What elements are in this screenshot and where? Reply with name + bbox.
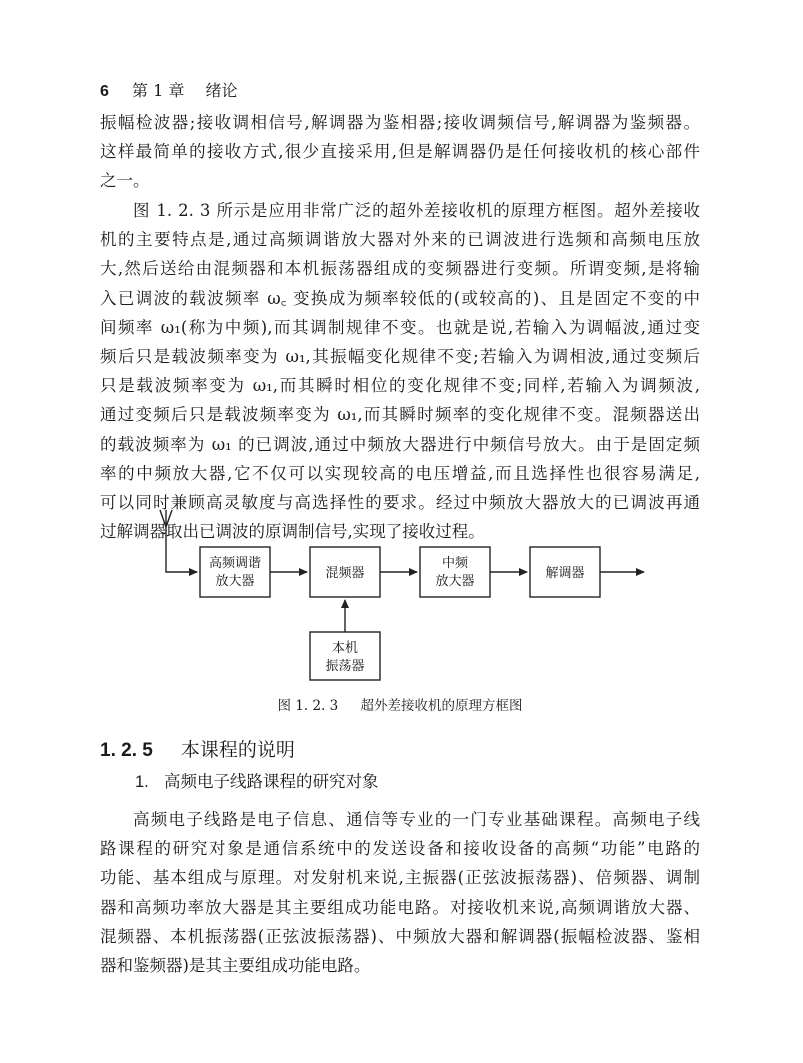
figure-number: 图 1. 2. 3 — [277, 698, 339, 714]
figure-caption — [100, 694, 700, 714]
page-number: 6 — [100, 83, 109, 100]
text-line: 入已调波的载波频率 ω꜀ 变换成为频率较低的(或较高的)、且是固定不变的中 — [100, 288, 700, 308]
text-line: 的载波频率为 ω₁ 的已调波,通过中频放大器进行中频信号放大。由于是固定频 — [100, 434, 700, 454]
text-line: 率的中频放大器,它不仅可以实现较高的电压增益,而且选择性也很容易满足, — [100, 463, 700, 483]
text-line: 混频器、本机振荡器(正弦波振荡器)、中频放大器和解调器(振幅检波器、鉴相 — [100, 926, 700, 946]
text-line: 这样最简单的接收方式,很少直接采用,但是解调器仍是任何接收机的核心部件 — [100, 142, 700, 162]
antenna-icon — [160, 510, 172, 527]
rf-amplifier-label: 放大器 — [215, 574, 255, 589]
chapter-title: 绪论 — [205, 81, 238, 100]
if-amplifier-block — [420, 547, 490, 597]
rf-amplifier-block — [200, 547, 270, 597]
rf-amplifier-label: 高频调谐 — [208, 556, 262, 571]
text-line: 之一。 — [100, 171, 150, 191]
paragraph-course-scope — [100, 805, 700, 980]
running-header — [100, 78, 237, 101]
text-line: 频后只是载波频率变为 ω₁,其振幅变化规律不变;若输入为调相波,通过变频后 — [100, 346, 700, 366]
demodulator-label: 解调器 — [545, 566, 585, 581]
paragraph-superheterodyne — [100, 196, 700, 546]
if-amplifier-label: 中频 — [441, 556, 469, 571]
text-line: 只是载波频率变为 ω₁,而其瞬时相位的变化规律不变;同样,若输入为调频波, — [100, 376, 700, 396]
text-line: 过解调器取出已调波的原调制信号,实现了接收过程。 — [100, 522, 485, 542]
text-line: 器和鉴频器)是其主要组成功能电路。 — [100, 955, 371, 975]
text-line: 图 1. 2. 3 所示是应用非常广泛的超外差接收机的原理方框图。超外差接收 — [133, 201, 700, 220]
local-oscillator-label: 振荡器 — [325, 659, 365, 674]
receiver-block-diagram — [150, 505, 650, 685]
text-line: 机的主要特点是,通过高频调谐放大器对外来的已调波进行选频和高频电压放 — [100, 230, 700, 250]
text-line: 可以同时兼顾高灵敏度与高选择性的要求。经过中频放大器放大的已调波再通 — [100, 492, 700, 512]
paragraph-continuation — [100, 108, 700, 196]
figure-caption-text: 超外差接收机的原理方框图 — [360, 698, 523, 714]
antenna-feed-line — [166, 527, 197, 572]
text-line: 大,然后送给由混频器和本机振荡器组成的变频器进行变频。所谓变频,是将输 — [100, 259, 700, 279]
text-line: 振幅检波器;接收调相信号,解调器为鉴相器;接收调频信号,解调器为鉴频器。 — [100, 113, 700, 132]
text-line: 器和高频功率放大器是其主要组成功能电路。对接收机来说,高频调谐放大器、 — [100, 897, 700, 917]
section-number: 1. 2. 5 — [100, 740, 153, 761]
section-title: 本课程的说明 — [180, 739, 295, 761]
subsection-number: 1. — [135, 773, 149, 791]
text-line: 通过变频后只是载波频率变为 ω₁,而其瞬时频率的变化规律不变。混频器送出 — [100, 405, 700, 425]
text-line: 功能、基本组成与原理。对发射机来说,主振器(正弦波振荡器)、倍频器、调制 — [100, 868, 700, 888]
if-amplifier-label: 放大器 — [435, 574, 475, 589]
section-heading — [100, 735, 295, 762]
subsection-title: 高频电子线路课程的研究对象 — [164, 772, 379, 791]
text-line: 高频电子线路是电子信息、通信等专业的一门专业基础课程。高频电子线 — [133, 810, 700, 829]
chapter-label: 第 1 章 — [132, 81, 185, 100]
text-line: 路课程的研究对象是通信系统中的发送设备和接收设备的高频“功能”电路的 — [100, 839, 700, 859]
mixer-label: 混频器 — [325, 566, 365, 581]
subsection-heading — [135, 768, 379, 792]
local-oscillator-label: 本机 — [331, 641, 359, 656]
text-line: 间频率 ω₁(称为中频),而其调制规律不变。也就是说,若输入为调幅波,通过变 — [100, 317, 700, 337]
